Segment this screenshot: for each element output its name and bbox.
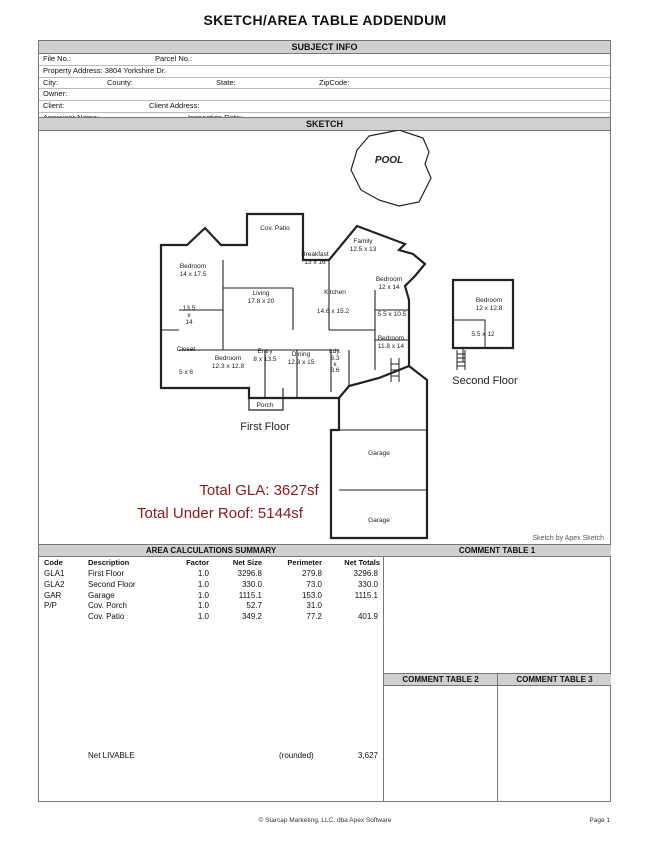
table-cell: First Floor bbox=[88, 569, 124, 578]
col-perimeter: Perimeter bbox=[287, 558, 322, 567]
room-label: Bedroom bbox=[179, 263, 207, 270]
zip-field: ZipCode: bbox=[319, 77, 350, 87]
net-livable-value: 3,627 bbox=[357, 751, 378, 760]
room-label: 14.6 x 15.2 bbox=[316, 308, 350, 315]
room-label: 12.5 x 13 bbox=[349, 246, 377, 253]
subject-info-header: SUBJECT INFO bbox=[39, 41, 610, 54]
room-label: 5.5 x 10.5 bbox=[377, 311, 407, 318]
room-label: 8 x 13.5 bbox=[253, 356, 277, 363]
sketch-header: SKETCH bbox=[39, 118, 610, 131]
room-label: Family bbox=[353, 238, 373, 245]
table-cell: 279.8 bbox=[301, 569, 322, 578]
total-under-roof: Total Under Roof: 5144sf bbox=[137, 505, 303, 522]
table-cell: 1.0 bbox=[197, 569, 209, 578]
subject-row bbox=[39, 66, 610, 78]
room-label: 5 x 8 bbox=[178, 369, 194, 376]
footer-copyright: © Starcap Marketing, LLC. dba Apex Software bbox=[258, 817, 392, 824]
table-cell: 1.0 bbox=[197, 612, 209, 622]
table-cell: 401.9 bbox=[357, 612, 378, 622]
room-label: 17.8 x 20 bbox=[247, 298, 275, 305]
file-no-field: File No.: bbox=[43, 54, 71, 63]
table-cell: 73.0 bbox=[306, 579, 322, 589]
room-label: x bbox=[333, 361, 337, 368]
rounded-label: (rounded) bbox=[279, 751, 314, 760]
room-label: Dining bbox=[291, 351, 311, 358]
table-cell: Cov. Patio bbox=[88, 612, 125, 622]
table-cell: GAR bbox=[44, 590, 62, 600]
room-label: Ldy. bbox=[329, 348, 341, 355]
room-label: 12 x 14 bbox=[378, 284, 400, 291]
table-cell: 3296.8 bbox=[353, 569, 378, 578]
table-cell: Garage bbox=[88, 590, 115, 600]
property-address-field: Property Address: 3804 Yorkshire Dr. bbox=[43, 65, 166, 75]
table-cell: 1115.1 bbox=[354, 590, 378, 600]
owner-field: Owner: bbox=[43, 89, 68, 99]
table-cell: P/P bbox=[44, 601, 57, 611]
room-label: Living bbox=[252, 290, 270, 297]
room-label: 14 x 17.5 bbox=[179, 271, 207, 278]
table-cell: 52.7 bbox=[246, 601, 262, 611]
divider bbox=[497, 673, 498, 801]
table-cell: 1115.1 bbox=[238, 590, 262, 600]
room-label: Bedroom bbox=[475, 297, 503, 304]
subject-row bbox=[39, 89, 610, 101]
city-field: City: bbox=[43, 77, 58, 87]
sketch-credit: Sketch by Apex Sketch bbox=[532, 535, 604, 542]
table-cell: Second Floor bbox=[88, 579, 136, 589]
table-cell: 153.0 bbox=[301, 590, 322, 600]
table-cell: 349.2 bbox=[241, 612, 262, 622]
col-description: Description bbox=[88, 558, 130, 567]
state-field: State: bbox=[216, 77, 236, 87]
comment-table-1-header: COMMENT TABLE 1 bbox=[383, 545, 611, 557]
room-label: Garage bbox=[368, 517, 390, 524]
room-label: Bedroom bbox=[214, 355, 242, 362]
comment-table-2-header: COMMENT TABLE 2 bbox=[384, 674, 497, 686]
room-label: 6.3 bbox=[330, 355, 340, 362]
room-label: Bedroom bbox=[377, 335, 405, 342]
client-address-field: Client Address: bbox=[149, 101, 200, 111]
room-label: 12.3 x 12.8 bbox=[211, 363, 245, 370]
sketch-section bbox=[38, 117, 611, 545]
col-net-totals: Net Totals bbox=[344, 558, 380, 567]
county-field: County: bbox=[107, 77, 133, 87]
table-cell: 330.0 bbox=[241, 579, 262, 589]
subject-info-section bbox=[38, 40, 611, 118]
col-factor: Factor bbox=[186, 558, 209, 567]
room-label: x bbox=[187, 312, 191, 319]
pool-label: POOL bbox=[374, 155, 404, 166]
room-label: Porch bbox=[256, 402, 274, 409]
room-label: 12 x 12.8 bbox=[475, 305, 503, 312]
net-livable-label: Net LIVABLE bbox=[88, 751, 135, 760]
table-cell: 330.0 bbox=[357, 579, 378, 589]
floor-plan-drawing bbox=[39, 130, 610, 544]
room-label: Kitchen bbox=[324, 289, 346, 296]
area-summary-header: AREA CALCULATIONS SUMMARY bbox=[39, 545, 383, 557]
page-number: Page 1 bbox=[589, 817, 610, 824]
total-gla: Total GLA: 3627sf bbox=[199, 482, 319, 499]
room-label: Garage bbox=[368, 450, 390, 457]
room-label: Entry bbox=[257, 348, 273, 355]
col-net-size: Net Size bbox=[232, 558, 262, 567]
room-label: Bedroom bbox=[375, 276, 403, 283]
room-label: Closet bbox=[176, 346, 196, 353]
table-cell: 77.2 bbox=[306, 612, 322, 622]
room-label: 12.3 x 15 bbox=[287, 359, 315, 366]
subject-row bbox=[39, 101, 610, 113]
comment-table-3-header: COMMENT TABLE 3 bbox=[498, 674, 611, 686]
table-cell: 3296.8 bbox=[237, 569, 262, 578]
subject-row bbox=[39, 54, 610, 66]
room-label: 13.5 bbox=[182, 305, 196, 312]
table-cell: 1.0 bbox=[197, 601, 209, 611]
room-label: Breakfast bbox=[301, 251, 329, 258]
table-cell: GLA2 bbox=[44, 579, 65, 589]
table-cell: 31.0 bbox=[306, 601, 322, 611]
room-label: 13 x 16 bbox=[304, 259, 326, 266]
table-cell: GLA1 bbox=[44, 569, 65, 578]
room-label: 5.5 x 12 bbox=[471, 331, 495, 338]
table-cell: 1.0 bbox=[197, 579, 209, 589]
table-cell: 1.0 bbox=[197, 590, 209, 600]
second-floor-label: Second Floor bbox=[452, 375, 518, 387]
subject-row bbox=[39, 78, 610, 90]
client-field: Client: bbox=[43, 101, 65, 111]
col-code: Code bbox=[44, 558, 63, 567]
room-label: 14 bbox=[185, 319, 193, 326]
room-label: 8.6 bbox=[330, 367, 340, 374]
page-title: SKETCH/AREA TABLE ADDENDUM bbox=[203, 12, 447, 28]
room-label: Cov. Patio bbox=[260, 225, 290, 232]
first-floor-label: First Floor bbox=[240, 421, 290, 433]
pool-outline bbox=[351, 130, 431, 206]
parcel-no-field: Parcel No.: bbox=[155, 54, 193, 63]
area-calculations-section bbox=[38, 544, 611, 802]
table-cell: Cov. Porch bbox=[88, 601, 127, 611]
room-label: 11.8 x 14 bbox=[377, 343, 405, 350]
